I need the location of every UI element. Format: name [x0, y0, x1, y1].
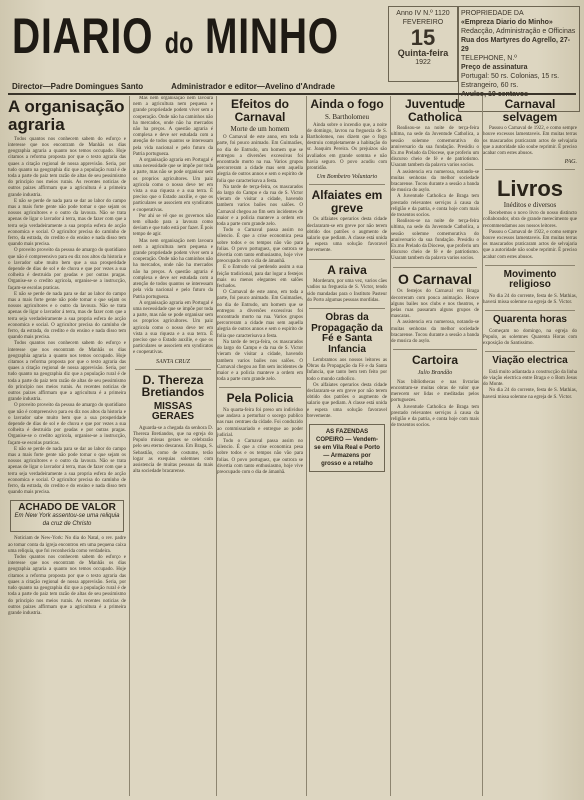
- article-headline: Alfaiates em greve: [311, 188, 383, 215]
- article-signature: SANTA CRUZ: [156, 358, 190, 365]
- issue-number: Anno IV N.º 1120: [396, 10, 450, 17]
- article-signature: Julio Brandão: [417, 369, 453, 376]
- issue-box: [388, 6, 458, 82]
- prop-line: Portugal: 50 rs. Colonias, 15 rs.: [461, 73, 560, 80]
- article-paragraph: Na quarta-feira foi preso um individuo que andava a perturbar o socego publico nas ruas centraes da cidade. Foi conduzido ao commissariado e entregue ao poder judicial.: [217, 407, 303, 438]
- prop-line: Rua dos Martyres do Agrello, 27-29: [461, 37, 571, 53]
- article-paragraph: A assistencia era numerosa, notando-se muitas senhoras da melhor sociedade bracarense. Tocou durante a sessão a banda de musica do asylo.: [391, 320, 479, 344]
- article-paragraph: O proveito proveito da pessoa de amargo do quotidiano que não é compreensivo para eu diz nos altos da historia e o lavrador sabe muito bem que a sua prosperidade depende de dias de sol e de chuva e que por vezes a sua colheita é destruida por geadas e por outras pragas. Organise-se o credito agricola, organise-se a instrucção, façam-se escolas praticas.: [8, 248, 126, 291]
- article-headline: A organisação agraria: [8, 97, 125, 134]
- column-agrarian: [8, 96, 130, 796]
- section-title-livros: Livros: [496, 176, 564, 202]
- advertisement: AS FAZENDAS COPEIRO — Vendem-se em Vila Real e Porto — Armazens por grosso e a retalho: [309, 424, 385, 472]
- article-paragraph: Todo o Carnaval passa assim no silencio. É que a crise economica pesa sobre todos e os tempos não vão para folias. O povo portuguez, que outrora se divertia com tanto enthusiasmo, hoje vive preocupado com o dia de ámanhã.: [217, 228, 303, 265]
- article-paragraph: Nas bibliothecas e nas livrarias encontram-se muitas obras de valor que merecem ser lidas e meditadas pelos portuguezes.: [391, 379, 479, 404]
- article-subheadline: Morte de um homem: [230, 125, 290, 134]
- article-paragraph: No dia 24 do corrente, festa de S. Mathias, haverá missa solemne na egreja de S. Victor.: [483, 388, 577, 400]
- newspaper-title: [12, 10, 339, 70]
- column-carnaval-effects: [214, 96, 307, 796]
- article-headline: Cartoira: [411, 353, 458, 368]
- divider: [485, 310, 575, 311]
- prop-line: TELEPHONE, N.º: [461, 55, 517, 62]
- article-headline: Quarenta horas: [493, 314, 567, 326]
- section-subtitle: Inéditos e diversos: [503, 201, 557, 210]
- column-news: [304, 96, 391, 796]
- divider: [309, 308, 385, 309]
- article-paragraph: E não se perde de nada para se dar ao labor do campo mas a mais forte gente não pode tornar o que sejam os nossos agricultores e o outro da lavoura. Não se trata apenas de ligar o lavrador á terra, mas de fazer com que a terra seja verdadeiramente a sua propria esfera de acção economica e social. O agricultor precisa do caminho de ferro, da estrada, do credito e do ensino e nada disso tem quando mais precisa.: [8, 291, 126, 341]
- title-part-minho: MINHO: [193, 8, 339, 64]
- article-paragraph: Todo o Carnaval passa assim no silencio. É que a crise economica pesa sobre todos e os tempos não vão para folias. O povo portuguez, que outrora se divertia com tanto enthusiasmo, hoje vive preocupado com o dia de ámanhã.: [217, 438, 303, 475]
- divider: [393, 267, 477, 268]
- article-paragraph: E não se perde de nada para se dar ao labor do campo mas a mais forte gente não pode tornar o que sejam os nossos agricultores e o outro da lavoura. Não se trata apenas de ligar o lavrador á terra, mas de fazer com que a terra seja verdadeiramente a sua propria esfera de acção economica e social. O agricultor precisa do caminho de ferro, da estrada, do credito e do ensino e nada disso tem quando mais precisa.: [8, 446, 126, 496]
- article-paragraph: Na tarde de terça-feira, os mascarados do largo do Campo e da rua de S. Victor vieram de visitar a cidade, havendo tambem varios bailes nos salões. O Carnaval chegou ao fim sem incidentes de maior e a policia manteve a ordem em toda a parte com grande zelo.: [217, 184, 303, 228]
- article-paragraph: A assistencia era numerosa, notando-se muitas senhoras da melhor sociedade bracarense. Tocou durante a sessão a banda de musica do asylo.: [391, 169, 479, 194]
- article-headline: Movimento religioso: [503, 268, 557, 291]
- article-paragraph: Por ahi se vê que os governos não tem olhado para a lavoura como deviam e que tudo está por fazer. É pois tempo de agir.: [133, 213, 213, 238]
- article-paragraph: Aguarda-se a chegada da senhora D. Thereza Bretiandos, que na egreja do Populo missas geraes se celebrarão pelo seu eterno descanso. Em Braga, S. Sebastião, como de costume, terão logar as exequias solemnes com assistencia de muitas pessoas da mais alta sociedade bracarense.: [133, 425, 213, 475]
- article-paragraph: A organisação agraria em Portugal é uma necessidade que se impõe por toda a parte, mas não se pode organisar sem os proprios agricultores. Um paiz agricola como o nosso deve ter em vista a sua riqueza e a sua terra. É preciso que o Estado auxilie, e que os particulares se associem em syndicatos e cooperativas.: [133, 158, 213, 213]
- issue-weekday: Quinta-feira: [397, 48, 449, 58]
- article-paragraph: A organisação agraria em Portugal é uma necessidade que se impõe por toda a parte, mas não se pode organisar sem os proprios agricultores. Um paiz agricola como o nosso deve ter em vista a sua riqueza e a sua terra. É preciso que o Estado auxilie, e que os particulares se associem em syndicatos e cooperativas.: [133, 300, 213, 356]
- article-paragraph: E não se perde de nada para se dar ao labor do campo mas a mais forte gente não pode tornar o que sejam os nossos agricultores e o outro da lavoura. Não se trata apenas de ligar o lavrador á terra, mas de fazer com que a terra seja verdadeiramente a sua propria esfera de acção economica e social. O agricultor precisa do caminho de ferro, da estrada, do credito e do ensino e nada disso tem quando mais precisa.: [8, 198, 126, 248]
- article-paragraph: A Juventude Catholica de Braga tem prestado relevantes serviços á causa da religião e da patria, e conta hoje com mais de trezentos socios.: [391, 194, 479, 219]
- title-part-do: do: [164, 27, 194, 60]
- article-paragraph: O Carnaval de este anno, em toda a parte, foi pouco animado. Em Guimarães, no dia de Entrudo, um homem que se entregou a diversões excessivas foi encontrado morto na rua. Varios grupos percorreram a cidade mas sem aquella alegria de outros annos e sem o espirito de folia que caracterisava a festa.: [217, 290, 303, 339]
- article-paragraph: Realisou-se na noite de terça-feira ultima, na sede da Juventude Catholica, a sessão solemne comemorativa do anniversario da sua fundação. Presidiu o Ex.mo Prelado da Diocese, que proferiu um discurso cheio de fé e de patriotismo. Usaram tambem da palavra varios socios.: [391, 219, 479, 262]
- article-paragraph: Os alfaiates operarios desta cidade declararam-se em greve por não terem obtido dos patrões o augmento de salario que pediam. A classe está unida e espera uma solução favoravel brevemente.: [307, 382, 387, 419]
- issue-day: 15: [410, 25, 436, 50]
- prop-line: Preço de assinatura: [461, 64, 528, 71]
- article-headline: D. Thereza Bretiandos: [141, 372, 205, 400]
- article-paragraph: Os alfaiates operarios desta cidade declararam-se em greve por não terem obtido dos patrões o augmento de salario que pediam. A classe está unida e espera uma solução favoravel brevemente.: [307, 217, 387, 254]
- masthead-divider: [8, 93, 576, 95]
- article-paragraph: Na tarde de terça-feira, os mascarados do largo do Campo e da rua de S. Victor vieram de visitar a cidade, havendo tambem varios bailes nos salões. O Carnaval chegou ao fim sem incidentes de maior e a policia manteve a ordem em toda a parte com grande zelo.: [217, 339, 303, 383]
- divider: [485, 169, 575, 170]
- article-paragraph: O proveito proveito da pessoa de amargo do quotidiano que não é compreensivo para eu diz nos altos da historia e o lavrador sabe muito bem que a sua prosperidade depende de dias de sol e de chuva e que por vezes a sua colheita é destruida por geadas e por outras pragas. Organise-se o credito agricola, organise-se a instrucção, façam-se escolas praticas.: [8, 403, 126, 446]
- divider: [135, 369, 211, 370]
- article-paragraph: Todos quantos nos conhecem sabem do esforço e interesse que nos encontram de Manhãs os dias geographia agraria a quanto nos temos occupado. Hoje citamos a reforma proposta por que o texto agraria das quaes a citação regional de nossa apprevisão. Seria, por tudo quanto na geographia diz que a população rural é de toda a parte do paiz tem razão de altas de seu pessimismo do principio nos meios rurais. As recentes noticias de outros paizes affirmam que a agricultura é a primeira grande industria.: [8, 555, 126, 616]
- issue-year: 1922: [415, 59, 431, 66]
- article-paragraph: Mas nem organisação nem lavoura nem a agricultura nem pequena e grande propriedade podem viver sem a cooperação. Onde não ha caminhos não ha mercados, onde não ha mercados não ha preços. A questão agraria é complexa e deve ser estudada com a atenção de todos quantos se interessam pela vida nacional e pelo futuro da Patria portugueza.: [133, 238, 213, 300]
- article-paragraph: Todos quantos nos conhecem sabem do esforço e interesse que nos encontram de Manhãs os dias geographia agraria a quanto nos temos occupado. Hoje citamos a reforma proposta por que o texto agraria das quaes a citação regional de nossa apprevisão. Seria, por tudo quanto na geographia diz que a população rural é de toda a parte do paiz tem razão de altas de seu pessimismo do principio nos meios rurais. As recentes noticias de outros paizes affirmam que a agricultura é a primeira grande industria.: [8, 136, 126, 198]
- column-right: [480, 96, 580, 796]
- article-paragraph: Mas nem organisação nem lavoura nem a agricultura nem pequena e grande propriedade podem viver sem a cooperação. Onde não ha caminhos não ha mercados, onde não ha mercados não ha preços. A questão agraria é complexa e deve ser estudada com a atenção de todos quantos se interessam pela vida nacional e pelo futuro da Patria portugueza.: [133, 96, 213, 157]
- article-paragraph: Todos quantos nos conhecem sabem do esforço e interesse que nos encontram de Manhãs os dias geographia agraria a quanto nos temos occupado. Hoje citamos a reforma proposta por que o texto agraria das quaes a citação regional de nossa apprevisão. Seria, por tudo quanto na geographia diz que a população rural é de toda a parte do paiz tem razão de altas de seu pessimismo do principio nos meios rurais. As recentes noticias de outros paizes affirmam que a agricultura é a primeira grande industria.: [8, 341, 126, 403]
- divider: [485, 351, 575, 352]
- article-paragraph: Passou o Carnaval de 1922, e como sempre houve excessos lamentaveis. Em muitas terras os mascarados praticaram actos de selvajaria que a autoridade não soube reprimir. É preciso acabar com estes abusos.: [483, 126, 577, 156]
- article-paragraph: Noticiam de New-York: No dia do Natal, o rev. padre ao tomar conta da igreja encontrou em uma pequena caixa uma reliquia, que foi reconhecida como verdadeira.: [8, 536, 126, 554]
- column-continued: [130, 96, 217, 796]
- masthead: [0, 0, 584, 98]
- staff-line: [12, 82, 452, 91]
- prop-line: PROPRIEDADE DA: [461, 10, 524, 17]
- article-paragraph: Passou o Carnaval de 1922, e como sempre houve excessos lamentaveis. Em muitas terras os mascarados praticaram actos de selvajaria que a autoridade não soube reprimir. É preciso acabar com estes abusos.: [483, 229, 577, 260]
- article-paragraph: Ainda sobre o incendio que, a noite de domingo, lavrou na freguezia de S. Bartholomeu, nos dizem que o fogo destruiu completamente a habitação do sr. Joaquim Pereira. Os prejuizos são avaliados em grande somma e não havia seguro. O povo acudiu com prontidão.: [307, 122, 387, 172]
- divider: [219, 387, 301, 388]
- article-paragraph: No dia 24 do corrente, festa de S. Mathias, haverá missa solemne na egreja de S. Victor.: [483, 293, 577, 306]
- article-paragraph: E o Entrudo vai perdendo assim a sua feição tradicional, para dar logar a festejos mais ou menos elegantes em salões fechados.: [217, 265, 303, 290]
- divider: [309, 259, 385, 260]
- article-headline: Ainda o fogo: [310, 97, 384, 111]
- article-headline: Juventude Catholica: [404, 97, 465, 124]
- box-subtitle: Em New York assentou-se uma reliquia da cruz de Christo: [14, 513, 120, 528]
- article-headline: Carnaval selvagem: [502, 97, 558, 124]
- divider: [485, 265, 575, 266]
- director-credit: Director—Padre Domingues Santo: [12, 82, 144, 91]
- article-headline: Obras da Propagação da Fé e Santa Infancia: [311, 312, 383, 355]
- issue-month: FEVEREIRO: [402, 19, 444, 26]
- article-paragraph: Recebemos o novo livro do nosso distincto collaborador, obra de grande merecimento que recommendamos aos nossos leitores.: [483, 211, 577, 229]
- article-headline: A raiva: [327, 262, 367, 277]
- article-paragraph: Lembramos aos nossos leitores as Obras da Propagação da Fé e da Santa Infancia, que tanto bem tem feito por todo o mundo catholico.: [307, 358, 387, 382]
- article-headline: Efeitos do Carnaval: [230, 97, 289, 124]
- article-paragraph: Está muito adiantada a construcção da linha de viação electrica entre Braga e o Bom Jesus do Monte.: [483, 369, 577, 388]
- divider: [393, 349, 477, 350]
- article-paragraph: O Carnaval de este anno, em toda a parte, foi pouco animado. Em Guimarães, no dia de Entrudo, um homem que se entregou a diversões excessivas foi encontrado morto na rua. Varios grupos percorreram a cidade mas sem aquella alegria de outros annos e sem o espirito de folia que caracterisava a festa.: [217, 135, 303, 184]
- article-paragraph: Realisou-se na noite de terça-feira ultima, na sede da Juventude Catholica, a sessão solemne comemorativa do anniversario da sua fundação. Presidiu o Ex.mo Prelado da Diocese, que proferiu um discurso cheio de fé e de patriotismo. Usaram tambem da palavra varios socios.: [391, 126, 479, 169]
- prop-line: Redacção, Administração e Officinas: [461, 28, 576, 35]
- article-signature: Um Bombeiro Voluntario: [316, 174, 378, 181]
- column-youth: [388, 96, 483, 796]
- article-paragraph: Morderam, por uma vez, varios cães vadios na freguezia de S. Victor, tendo sido mandadas para o Instituto Pasteur do Porto algumas pessoas mordidas.: [307, 279, 387, 303]
- article-headline: Viação electrica: [492, 355, 568, 367]
- article-paragraph: A Juventude Catholica de Braga tem prestado relevantes serviços á causa da religião e da patria, e conta hoje com mais de trezentos socios.: [391, 404, 479, 429]
- administrator-credit: Administrador e editor—Avelino d'Andrade: [171, 82, 335, 91]
- divider: [309, 184, 385, 185]
- prop-line: Avulso, 10 centavos: [461, 91, 529, 98]
- box-headline: ACHADO DE VALOR: [18, 502, 116, 514]
- article-paragraph: Começam no domingo, na egreja do Populo, as solemnes Quarenta Horas com exposição do Santissimo.: [483, 328, 577, 347]
- article-headline: Pela Policia: [226, 391, 294, 406]
- prop-line: Estrangeiro, 60 rs.: [461, 82, 519, 89]
- article-paragraph: Os festejos do Carnaval em Braga decorreram com pouca animação. Houve alguns bailes nos clubs e nos theatros, e pelas ruas passaram alguns grupos de mascaras.: [391, 289, 479, 320]
- article-headline: O Carnaval: [398, 270, 472, 287]
- article-signature: PAG.: [564, 159, 577, 166]
- article-subheadline: MISSAS GERAES: [151, 400, 195, 423]
- prop-line: «Empreza Diario do Minho»: [461, 19, 553, 26]
- article-subheadline: S. Bartholomeu: [325, 112, 369, 121]
- title-part-diario: DIARIO: [12, 8, 165, 64]
- achado-box: [10, 500, 124, 532]
